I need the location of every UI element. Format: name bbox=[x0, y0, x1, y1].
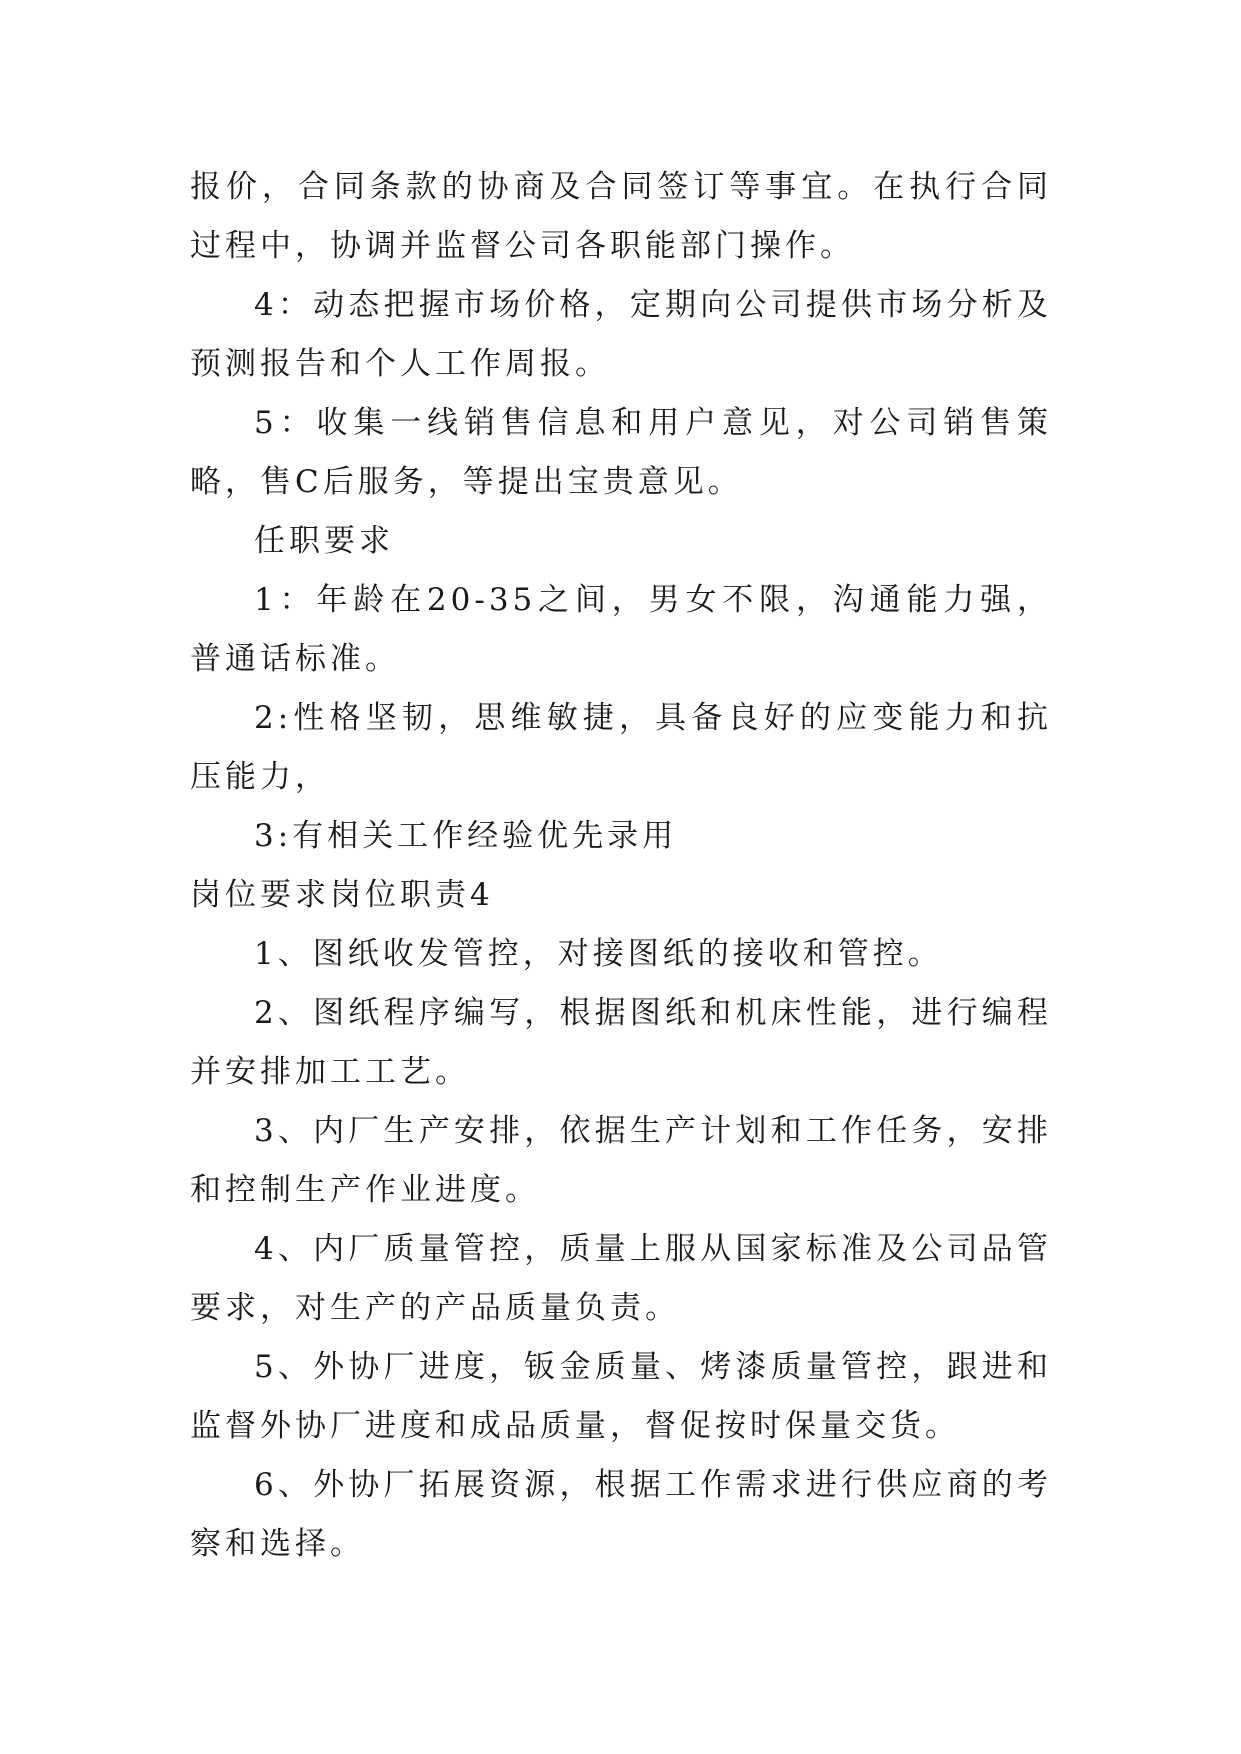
paragraph: 6、外协厂拓展资源，根据工作需求进行供应商的考察和选择。 bbox=[190, 1467, 1052, 1562]
paragraph: 2、图纸程序编写，根据图纸和机床性能，进行编程并安排加工工艺。 bbox=[190, 995, 1052, 1090]
paragraph: 4：动态把握市场价格，定期向公司提供市场分析及预测报告和个人工作周报。 bbox=[190, 287, 1052, 382]
paragraph: 5：收集一线销售信息和用户意见，对公司销售策略，售C后服务，等提出宝贵意见。 bbox=[190, 405, 1052, 500]
paragraph: 3、内厂生产安排，依据生产计划和工作任务，安排和控制生产作业进度。 bbox=[190, 1113, 1052, 1208]
paragraph: 3:有相关工作经验优先录用 bbox=[254, 818, 678, 854]
paragraph: 报价，合同条款的协商及合同签订等事宜。在执行合同过程中，协调并监督公司各职能部门操作。 bbox=[190, 169, 1052, 264]
document-body bbox=[190, 158, 1052, 1574]
paragraph: 1、图纸收发管控，对接图纸的接收和管控。 bbox=[254, 936, 943, 972]
paragraph: 2:性格坚韧，思维敏捷，具备良好的应变能力和抗压能力， bbox=[190, 700, 1052, 795]
paragraph: 4、内厂质量管控，质量上服从国家标准及公司品管要求，对生产的产品质量负责。 bbox=[190, 1231, 1052, 1326]
paragraph: 5、外协厂进度，钣金质量、烤漆质量管控，跟进和监督外协厂进度和成品质量，督促按时保量交货。 bbox=[190, 1349, 1052, 1444]
section-heading: 任职要求 bbox=[254, 523, 394, 559]
section-title: 岗位要求岗位职责4 bbox=[190, 877, 494, 913]
paragraph: 1：年龄在20-35之间，男女不限，沟通能力强，普通话标准。 bbox=[190, 582, 1052, 677]
